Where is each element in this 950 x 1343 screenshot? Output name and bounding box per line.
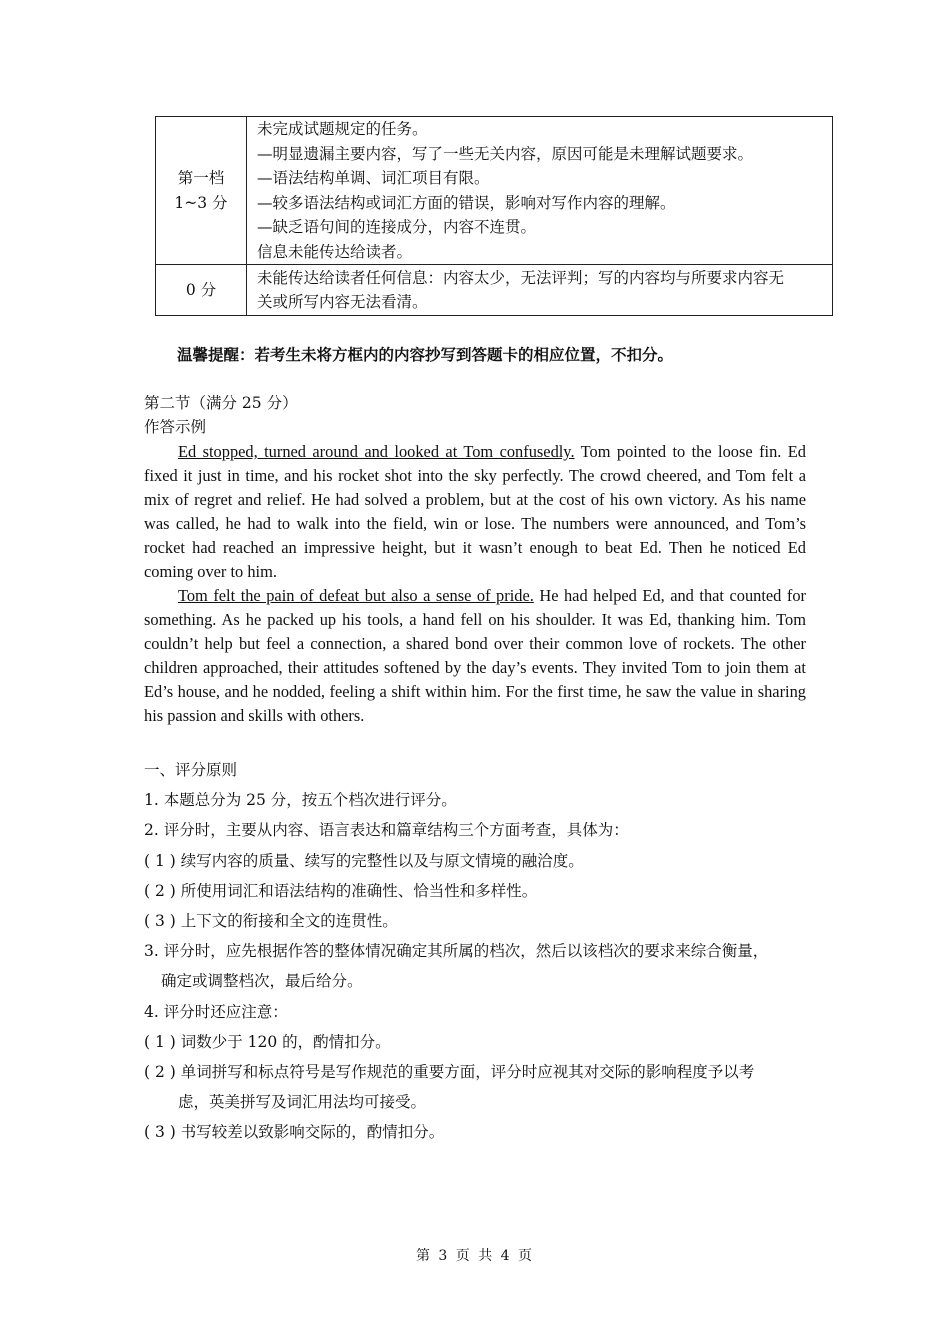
page-footer: 第 3 页 共 4 页: [415, 1248, 535, 1264]
paragraph-body: Tom pointed to the loose fin. Ed fixed it just in time, and his rocket shot into the sky perfectly. The crowd cheered, and Tom felt a mix of regret and relief. He had solved a problem, but at the cost of his own victory. As his name was called, he had to walk into the field, win or lose. The numbers were announced, and Tom’s rocket had reached an impressive height, but it wasn’t enough to beat Ed. Then he noticed Ed coming over to him.: [144, 442, 806, 581]
principles-list: [144, 785, 814, 1147]
principle-line: 2. 评分时，主要从内容、语言表达和篇章结构三个方面考查，具体为：: [144, 821, 629, 840]
principle-line: ( 3 ) 书写较差以致影响交际的，酌情扣分。: [144, 1123, 445, 1142]
description-line: —语法结构单调、词汇项目有限。: [257, 169, 490, 187]
underlined-opening-sentence: Tom felt the pain of defeat but also a sense of pride.: [178, 586, 534, 605]
principle-line: 3. 评分时，应先根据作答的整体情况确定其所属的档次，然后以该档次的要求来综合衡量，: [144, 942, 769, 961]
description-line: 信息未能传达给读者。: [257, 242, 413, 261]
principle-line: ( 2 ) 所使用词汇和语法结构的准确性、恰当性和多样性。: [144, 881, 538, 900]
principle-line: ( 1 ) 续写内容的质量、续写的完整性以及与原文情境的融洽度。: [144, 851, 584, 870]
principle-line: ( 2 ) 单词拼写和标点符号是写作规范的重要方面，评分时应视其对交际的影响程度予以考: [144, 1063, 755, 1082]
description-line: 未能传达给读者任何信息：内容太少，无法评判；写的内容均与所要求内容无: [257, 268, 785, 287]
section-heading: 第二节（满分 25 分）: [144, 394, 298, 412]
grade-label: 第一档: [177, 168, 225, 187]
description-line: 未完成试题规定的任务。: [257, 120, 428, 138]
description-cell: [247, 265, 833, 316]
scoring-table: [155, 116, 833, 316]
table-row: [156, 117, 833, 265]
grade-cell: [156, 117, 247, 265]
description-cell: [247, 117, 833, 265]
table-row: [156, 265, 833, 316]
principle-line: ( 3 ) 上下文的衔接和全文的连贯性。: [144, 912, 398, 931]
scoring-principles: [144, 755, 814, 1148]
description-line: —明显遗漏主要内容，写了一些无关内容，原因可能是未理解试题要求。: [257, 144, 754, 163]
notice-text: 温馨提醒：若考生未将方框内的内容抄写到答题卡的相应位置，不扣分。: [177, 346, 674, 364]
description-line: —缺乏语句间的连接成分，内容不连贯。: [257, 218, 537, 236]
grade-cell: [156, 265, 247, 316]
underlined-opening-sentence: Ed stopped, turned around and looked at Tom confusedly.: [178, 442, 575, 461]
grade-score-range: 1~3 分: [174, 193, 228, 212]
principles-heading: 一、评分原则: [144, 761, 238, 779]
example-heading: 作答示例: [144, 418, 207, 436]
description-line: 关或所写内容无法看清。: [257, 293, 428, 311]
description-line: —较多语法结构或词汇方面的错误，影响对写作内容的理解。: [257, 193, 676, 212]
essay-paragraph: [144, 584, 806, 728]
principle-line: ( 1 ) 词数少于 120 的，酌情扣分。: [144, 1032, 391, 1051]
principle-line: 确定或调整档次，最后给分。: [161, 972, 363, 991]
principle-line: 4. 评分时还应注意：: [144, 1002, 288, 1021]
grade-score: 0 分: [185, 280, 217, 299]
example-essay: [144, 440, 806, 728]
paragraph-body: He had helped Ed, and that counted for something. As he packed up his tools, a hand fell on his shoulder. It was Ed, thanking him. Tom couldn’t help but feel a connection, a shared bond over their common love of rockets. The other children approached, their attitudes softened by the day’s events. They invited Tom to join them at Ed’s house, and he nodded, feeling a shift within him. For the first time, he saw the value in sharing his passion and skills with others.: [144, 586, 806, 725]
essay-paragraph: [144, 440, 806, 584]
principle-line: 1. 本题总分为 25 分，按五个档次进行评分。: [144, 791, 457, 810]
principle-line: 虑，英美拼写及词汇用法均可接受。: [178, 1093, 427, 1112]
